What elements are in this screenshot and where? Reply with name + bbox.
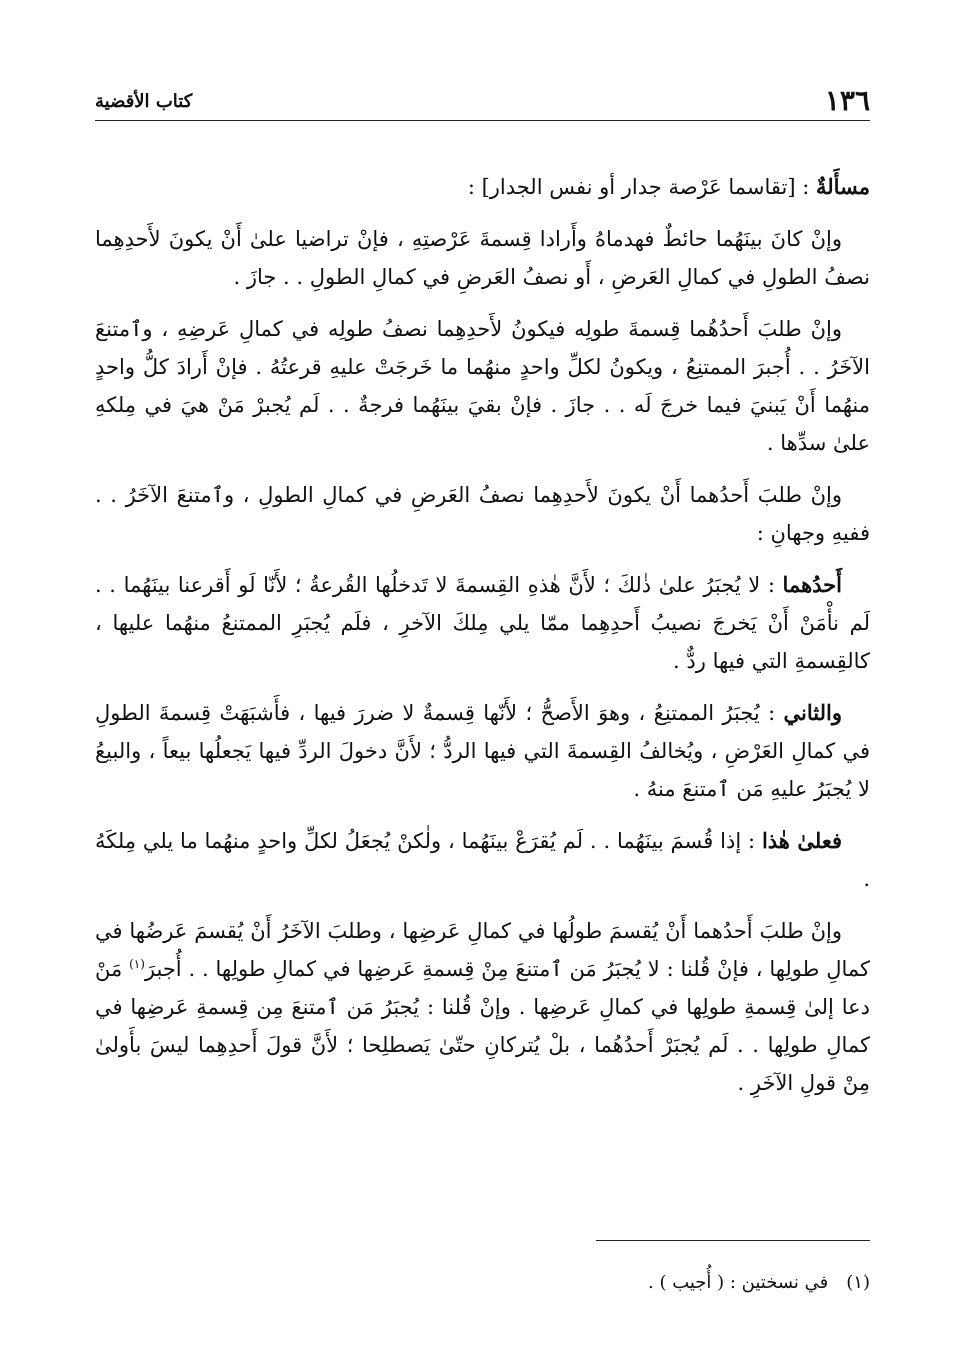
- header-divider: [95, 120, 870, 121]
- paragraph-text: وإنْ طلبَ أَحدُهما أَنْ يكونَ لأَحدِهِما نصفُ العَرضِ في كمالِ الطولِ ، وٱمتنعَ الآخَرُ . . ففيهِ وجهانِ :: [95, 483, 870, 545]
- paragraph-text: وإنْ طلبَ أَحدُهُما قِسمةَ طولِه فيكونُ لأَحدِهِما نصفُ طولِه في كمالِ عَرضِهِ ، وٱمتنعَ الآخَرُ . . أُجبرَ الممتنِعُ ، ويكونُ لكلِّ واحدٍ منهُما ما خَرجَتْ عليهِ قرعتُهُ . فإنْ أَرادَ كلُّ واحدٍ منهُما أَنْ يَبنيَ فيما خرجَ لَه . . جازَ . فإنْ بقيَ بينَهُما فرجةٌ . . لَم يُجبرْ مَنْ هيَ في مِلكهِ علىٰ سدِّها .: [95, 317, 870, 455]
- footnote: [95, 1268, 870, 1298]
- paragraph-text: : إذا قُسمَ بينَهُما . . لَم يُقرَعْ بينَهُما ، ولٰكنْ يُجعَلُ لكلِّ واحدٍ منهُما ما يلي مِلكَهُ .: [95, 829, 870, 891]
- paragraph: [95, 476, 870, 552]
- paragraph-text: : يُجبَرُ الممتنِعُ ، وهوَ الأَصحُّ ؛ لأَنّها قِسمةٌ لا ضررَ فيها ، فأَشبَهَتْ قِسمةَ الطولِ في كمالِ العَرْضِ ، ويُخالفُ القِسمةَ التي فيها الردُّ ؛ لأَنَّ دخولَ الردِّ فيها يَجعلُها بيعاً ، والبيعُ لا يُجبَرُ عليهِ مَن ٱمتنعَ منهُ .: [95, 701, 870, 801]
- paragraph: [95, 694, 870, 808]
- footnote-text: في نسختين : ( أُجيب ) .: [648, 1272, 829, 1293]
- page-header: [95, 84, 870, 118]
- paragraph-text: وإنْ كانَ بينَهُما حائطٌ فهدماهُ وأَرادا قِسمةَ عَرْصتِهِ ، فإنْ تراضيا علىٰ أَنْ يكونَ لأَحدِهِما نصفُ الطولِ في كمالِ العَرضِ ، أَو نصفُ العَرضِ في كمالِ الطولِ . . جازَ .: [95, 227, 870, 289]
- paragraph: [95, 310, 870, 462]
- paragraph-lead: والثاني: [783, 700, 842, 725]
- paragraph-text: : لا يُجبَرُ علىٰ ذٰلكَ ؛ لأَنَّ هٰذهِ القِسمةَ لا تَدخلُها القُرعةُ ؛ لأَنّا لَو أَقرعنا بينَهُما . . لَم نأْمَنْ أَنْ يَخرجَ نصيبُ أَحدِهِما ممّا يلي مِلكَ الآخرِ ، فلَم يُجبَرِ الممتنعُ منهُما عليها ، كالقِسمةِ التي فيها ردٌّ .: [95, 573, 870, 673]
- paragraph-text: مَنْ دعا إلىٰ قِسمةِ طولِها في كمالِ عَرضِها . وإنْ قُلنا : يُجبَرُ مَن ٱمتنعَ مِن قِسمةِ عَرضِها في كمالِ طولِها . . لَم يُجبَرْ أَحدُهُما ، بلْ يُتركانِ حتّىٰ يَصطلِحا ؛ لأَنَّ قولَ أَحدِهِما ليسَ بأَولىٰ مِنْ قولِ الآخَرِ .: [95, 957, 870, 1095]
- paragraph-lead: أَحدُهما: [782, 572, 842, 597]
- paragraph: [95, 912, 870, 1102]
- running-title: كتاب الأقضية: [95, 91, 193, 112]
- paragraph: [95, 220, 870, 296]
- paragraph-text: وإنْ طلبَ أَحدُهما أَنْ يُقسمَ طولُها في كمالِ عَرضِها ، وطلبَ الآخَرُ أَنْ يُقسمَ عَرضُها في كمالِ طولِها ، فإنْ قُلنا : لا يُجبَرُ مَن ٱمتنعَ مِنْ قِسمةِ عَرضِها في كمالِ طولِها . . أُجبرَ: [95, 919, 870, 981]
- body-text: [95, 168, 870, 1116]
- footnote-reference[interactable]: (١): [129, 957, 145, 971]
- footnote-divider: [596, 1240, 870, 1241]
- paragraph-text: : [تقاسما عَرْصة جدار أو نفس الجدار] :: [467, 175, 816, 199]
- paragraph-lead: مسأَلةٌ: [815, 174, 870, 199]
- paragraph-lead: فعلىٰ هٰذا: [761, 828, 842, 853]
- paragraph: [95, 566, 870, 680]
- footnote-number: (١): [846, 1272, 870, 1293]
- page-number: ١٣٦: [824, 84, 870, 117]
- paragraph: [95, 168, 870, 206]
- paragraph: [95, 822, 870, 898]
